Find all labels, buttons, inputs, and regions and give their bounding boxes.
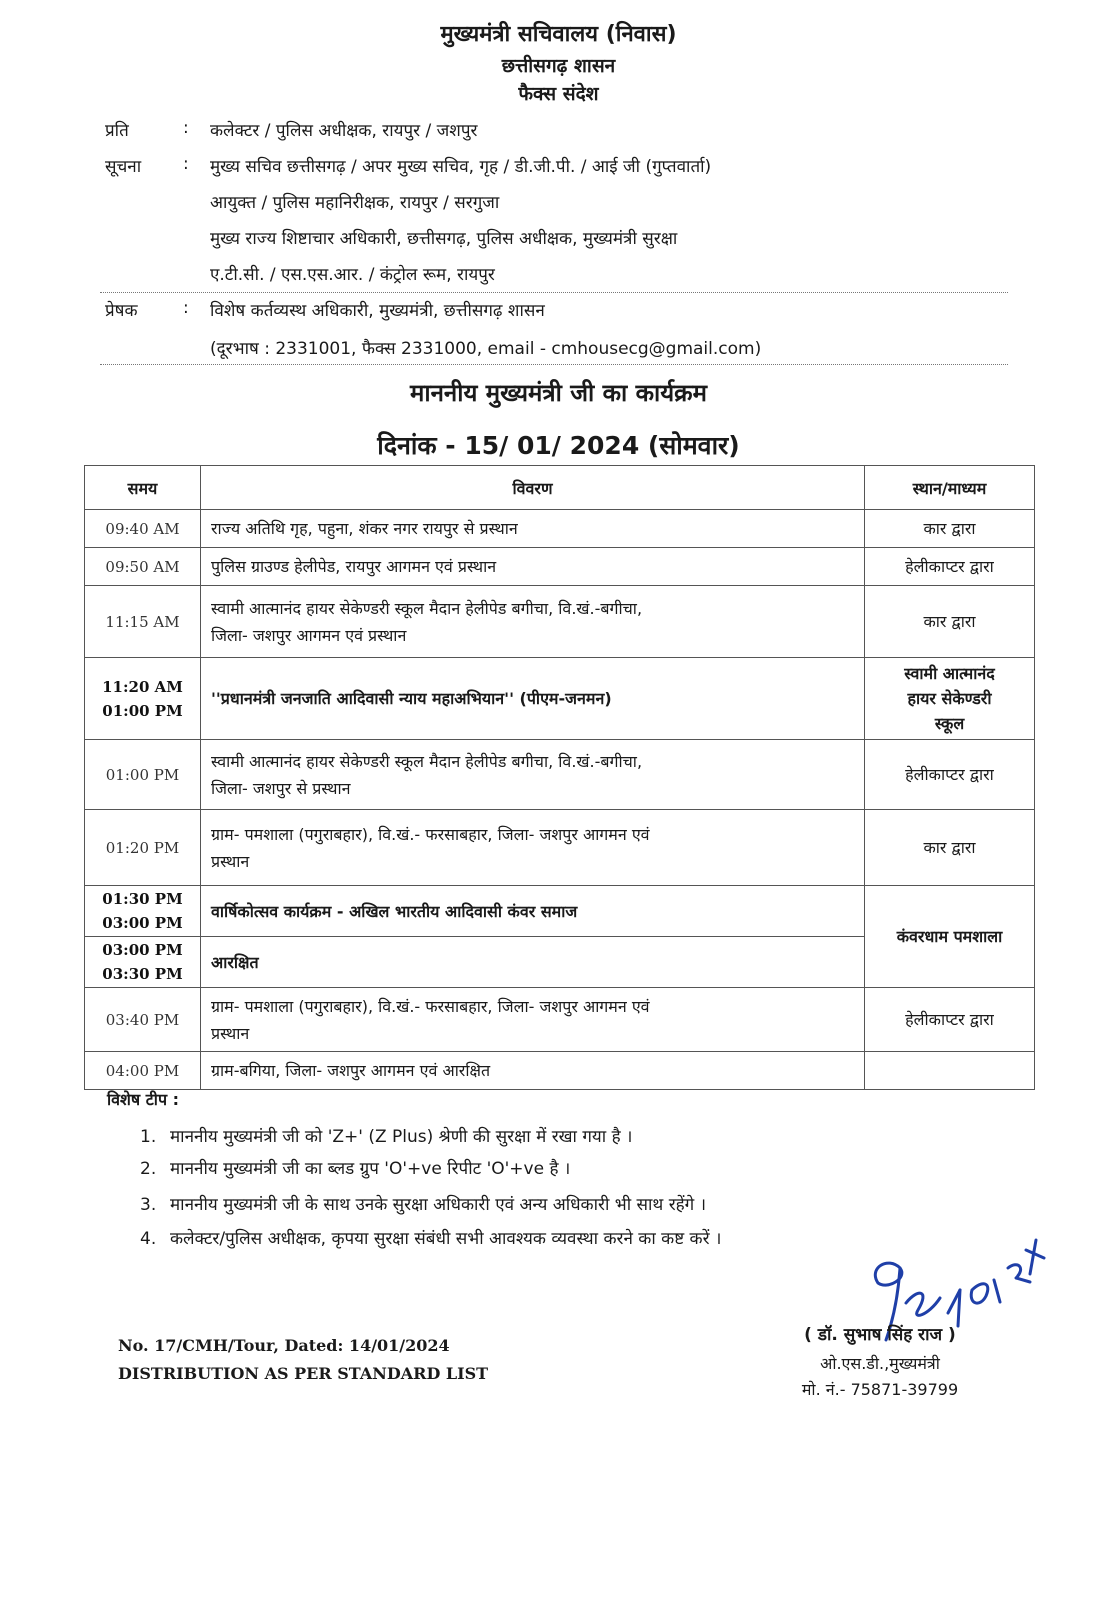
note-text: कलेक्टर/पुलिस अधीक्षक, कृपया सुरक्षा संबंधी सभी आवश्यक व्यवस्था करने का कष्ट करें । [170, 1229, 722, 1249]
note-number: 1. [140, 1127, 157, 1147]
sender-contact: (दूरभाष : 2331001, फैक्स 2331000, email - cmhousecg@gmail.com) [210, 339, 762, 359]
description-cell [201, 810, 865, 886]
place-cell: कार द्वारा [865, 510, 1035, 548]
doc-type-heading: फैक्स संदेश [518, 83, 599, 105]
note-text: माननीय मुख्यमंत्री जी के साथ उनके सुरक्षा अधिकारी एवं अन्य अधिकारी भी साथ रहेंगे । [170, 1195, 707, 1215]
note-item [140, 1156, 570, 1179]
place-cell: हेलीकाप्टर द्वारा [865, 548, 1035, 586]
description-cell: आरक्षित [201, 937, 865, 988]
description-cell [201, 988, 865, 1052]
time-start: 11:20 AM [102, 677, 183, 696]
header-place: स्थान/माध्यम [865, 466, 1035, 510]
place-cell: हेलीकाप्टर द्वारा [865, 988, 1035, 1052]
divider [100, 292, 1008, 293]
time-cell: 01:20 PM [85, 810, 201, 886]
time-start: 01:30 PM [102, 890, 183, 908]
schedule-table [84, 465, 1035, 1090]
programme-title: माननीय मुख्यमंत्री जी का कार्यक्रम [410, 379, 707, 407]
place-cell: कंवरधाम पमशाला [865, 886, 1035, 988]
header-time: समय [85, 466, 201, 510]
time-end: 03:30 PM [102, 965, 183, 983]
time-cell [85, 937, 201, 988]
header-description: विवरण [201, 466, 865, 510]
sender-line: विशेष कर्तव्यस्थ अधिकारी, मुख्यमंत्री, छत्तीसगढ़ शासन [210, 301, 545, 321]
description-cell [201, 586, 865, 658]
place-cell: कार द्वारा [865, 586, 1035, 658]
note-item [140, 1226, 721, 1249]
table-row [85, 510, 1035, 548]
table-row [85, 548, 1035, 586]
description-line: जिला- जशपुर से प्रस्थान [211, 778, 351, 798]
description-line: प्रस्थान [211, 851, 250, 871]
divider [100, 364, 1008, 365]
description-cell: ''प्रधानमंत्री जनजाति आदिवासी न्याय महाअभियान'' (पीएम-जनमन) [201, 658, 865, 740]
note-text: माननीय मुख्यमंत्री जी का ब्लड ग्रुप 'O'+ve रिपीट 'O'+ve है । [170, 1159, 571, 1179]
time-end: 03:00 PM [102, 914, 183, 932]
to-colon: : [183, 118, 189, 138]
note-number: 4. [140, 1229, 157, 1249]
place-line: स्वामी आत्मानंद [904, 664, 995, 683]
description-line: ग्राम- पमशाला (पगुराबहार), वि.खं.- फरसाबहार, जिला- जशपुर आगमन एवं [211, 996, 650, 1016]
description-line: ग्राम- पमशाला (पगुराबहार), वि.खं.- फरसाबहार, जिला- जशपुर आगमन एवं [211, 824, 650, 844]
notes-title: विशेष टीप : [107, 1090, 180, 1109]
time-start: 03:00 PM [102, 941, 183, 959]
table-row [85, 1052, 1035, 1090]
info-colon: : [183, 154, 189, 174]
note-item [140, 1192, 706, 1215]
time-cell: 09:40 AM [85, 510, 201, 548]
table-header-row [85, 466, 1035, 510]
office-heading: मुख्यमंत्री सचिवालय (निवास) [440, 22, 677, 47]
place-cell [865, 658, 1035, 740]
time-cell [85, 658, 201, 740]
sender-colon: : [183, 298, 189, 318]
description-line: स्वामी आत्मानंद हायर सेकेण्डरी स्कूल मैदान हेलीपेड बगीचा, वि.खं.-बगीचा, [211, 751, 643, 771]
table-row [85, 586, 1035, 658]
time-cell [85, 886, 201, 937]
table-row [85, 740, 1035, 810]
time-end: 01:00 PM [102, 701, 183, 720]
table-row [85, 988, 1035, 1052]
description-cell [201, 740, 865, 810]
place-line: हायर सेकेण्डरी [907, 689, 992, 708]
note-number: 2. [140, 1159, 157, 1179]
signatory-name: ( डॉ. सुभाष सिंह राज ) [804, 1325, 956, 1345]
description-cell: वार्षिकोत्सव कार्यक्रम - अखिल भारतीय आदिवासी कंवर समाज [201, 886, 865, 937]
info-line: मुख्य सचिव छत्तीसगढ़ / अपर मुख्य सचिव, गृह / डी.जी.पी. / आई जी (गुप्तवार्ता) [210, 157, 712, 177]
note-number: 3. [140, 1195, 157, 1215]
info-line: ए.टी.सी. / एस.एस.आर. / कंट्रोल रूम, रायपुर [210, 265, 495, 285]
table-row [85, 810, 1035, 886]
programme-date: दिनांक - 15/ 01/ 2024 (सोमवार) [377, 431, 740, 460]
sender-label: प्रेषक [105, 301, 138, 321]
note-text: माननीय मुख्यमंत्री जी को 'Z+' (Z Plus) श्रेणी की सुरक्षा में रखा गया है । [170, 1127, 633, 1147]
time-cell: 01:00 PM [85, 740, 201, 810]
description-line: स्वामी आत्मानंद हायर सेकेण्डरी स्कूल मैदान हेलीपेड बगीचा, वि.खं.-बगीचा, [211, 598, 643, 618]
description-cell: पुलिस ग्राउण्ड हेलीपेड, रायपुर आगमन एवं प्रस्थान [201, 548, 865, 586]
time-cell: 09:50 AM [85, 548, 201, 586]
distribution-note: DISTRIBUTION AS PER STANDARD LIST [118, 1364, 489, 1383]
government-heading: छत्तीसगढ़ शासन [501, 55, 616, 77]
note-item [140, 1124, 632, 1147]
to-line: कलेक्टर / पुलिस अधीक्षक, रायपुर / जशपुर [210, 121, 478, 141]
info-line: मुख्य राज्य शिष्टाचार अधिकारी, छत्तीसगढ़, पुलिस अधीक्षक, मुख्यमंत्री सुरक्षा [210, 229, 678, 249]
time-cell: 04:00 PM [85, 1052, 201, 1090]
place-cell: कार द्वारा [865, 810, 1035, 886]
info-line: आयुक्त / पुलिस महानिरीक्षक, रायपुर / सरगुजा [210, 193, 500, 213]
description-line: प्रस्थान [211, 1023, 250, 1043]
description-cell: राज्य अतिथि गृह, पहुना, शंकर नगर रायपुर से प्रस्थान [201, 510, 865, 548]
to-label: प्रति [105, 121, 129, 141]
place-line: स्कूल [934, 714, 965, 733]
place-cell [865, 1052, 1035, 1090]
info-label: सूचना [105, 157, 142, 177]
description-line: जिला- जशपुर आगमन एवं प्रस्थान [211, 625, 407, 645]
place-cell: हेलीकाप्टर द्वारा [865, 740, 1035, 810]
signatory-mobile: मो. नं.- 75871-39799 [801, 1380, 959, 1399]
time-cell: 11:15 AM [85, 586, 201, 658]
signatory-designation: ओ.एस.डी.,मुख्यमंत्री [820, 1354, 940, 1373]
reference-number: No. 17/CMH/Tour, Dated: 14/01/2024 [118, 1336, 450, 1355]
description-cell: ग्राम-बगिया, जिला- जशपुर आगमन एवं आरक्षित [201, 1052, 865, 1090]
time-cell: 03:40 PM [85, 988, 201, 1052]
table-row [85, 886, 1035, 937]
table-row [85, 658, 1035, 740]
